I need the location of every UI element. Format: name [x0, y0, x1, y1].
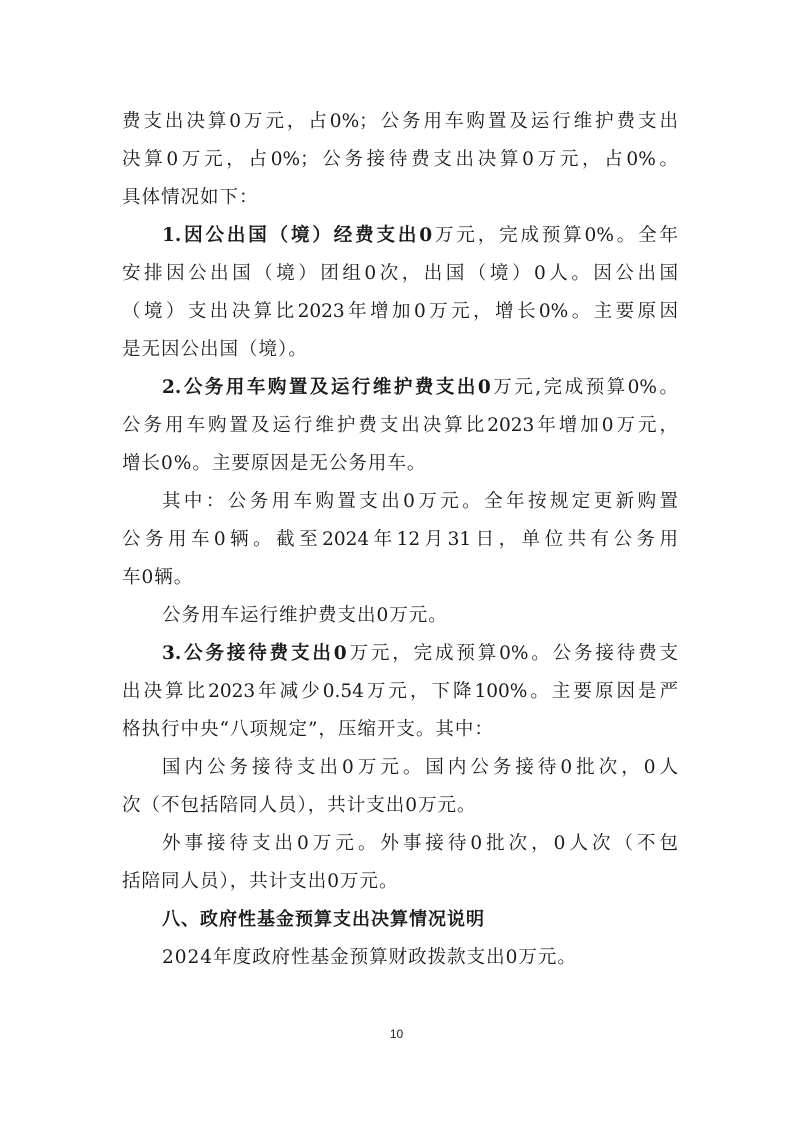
section-heading: 八、政府性基金预算支出决算情况说明: [162, 909, 485, 930]
section-2-title: 2.公务用车购置及运行维护费支出0: [162, 377, 491, 398]
body-line: 次（不包括陪同人员），共计支出0万元。: [122, 795, 477, 816]
section-1-line: [122, 217, 678, 255]
section-1-title: 1.因公出国（境）经费支出0: [162, 225, 433, 246]
body-line: 外事接待支出0万元。外事接待0批次，0人次（不包: [162, 833, 678, 854]
body-line: 公务用车运行维护费支出0万元。: [162, 605, 448, 626]
page-number: 10: [389, 1027, 404, 1041]
section-2-line: [122, 369, 678, 407]
body-line: （境）支出决算比2023年增加0万元，增长0%。主要原因: [122, 301, 678, 322]
section-3-line: [122, 635, 678, 673]
body-line: 车0辆。: [122, 567, 194, 588]
body-line: 其中：公务用车购置支出0万元。全年按规定更新购置: [162, 491, 678, 512]
body-line: 安排因公出国（境）团组0次，出国（境）0人。因公出国: [122, 263, 678, 284]
body-line: 费支出决算0万元，占0%；公务用车购置及运行维护费支出: [122, 111, 678, 132]
section-2-text: 万元,完成预算0%。: [490, 377, 679, 398]
body-line: 格执行中央“八项规定”，压缩开支。其中：: [122, 719, 494, 740]
section-3-title: 3.公务接待费支出0: [162, 643, 347, 664]
body-line: 括陪同人员），共计支出0万元。: [122, 871, 399, 892]
body-line: 是无因公出国（境）。: [122, 339, 308, 360]
body-line: 增长0%。主要原因是无公务用车。: [122, 453, 427, 474]
section-1-text: 万元，完成预算0%。全年: [432, 225, 679, 246]
body-line: 具体情况如下：: [122, 187, 259, 208]
document-body: [122, 103, 678, 977]
body-line: 公务用车购置及运行维护费支出决算比2023年增加0万元，: [122, 415, 678, 436]
section-3-text: 万元，完成预算0%。公务接待费支: [346, 643, 679, 664]
body-line: 国内公务接待支出0万元。国内公务接待0批次，0人: [162, 757, 678, 778]
body-line: 出决算比2023年减少0.54万元，下降100%。主要原因是严: [122, 681, 678, 702]
body-line: 2024年度政府性基金预算财政拨款支出0万元。: [162, 947, 577, 968]
body-line: 决算0万元，占0%；公务接待费支出决算0万元，占0%。: [122, 149, 678, 170]
body-line: 公务用车0辆。截至2024年12月31日，单位共有公务用: [122, 529, 678, 550]
